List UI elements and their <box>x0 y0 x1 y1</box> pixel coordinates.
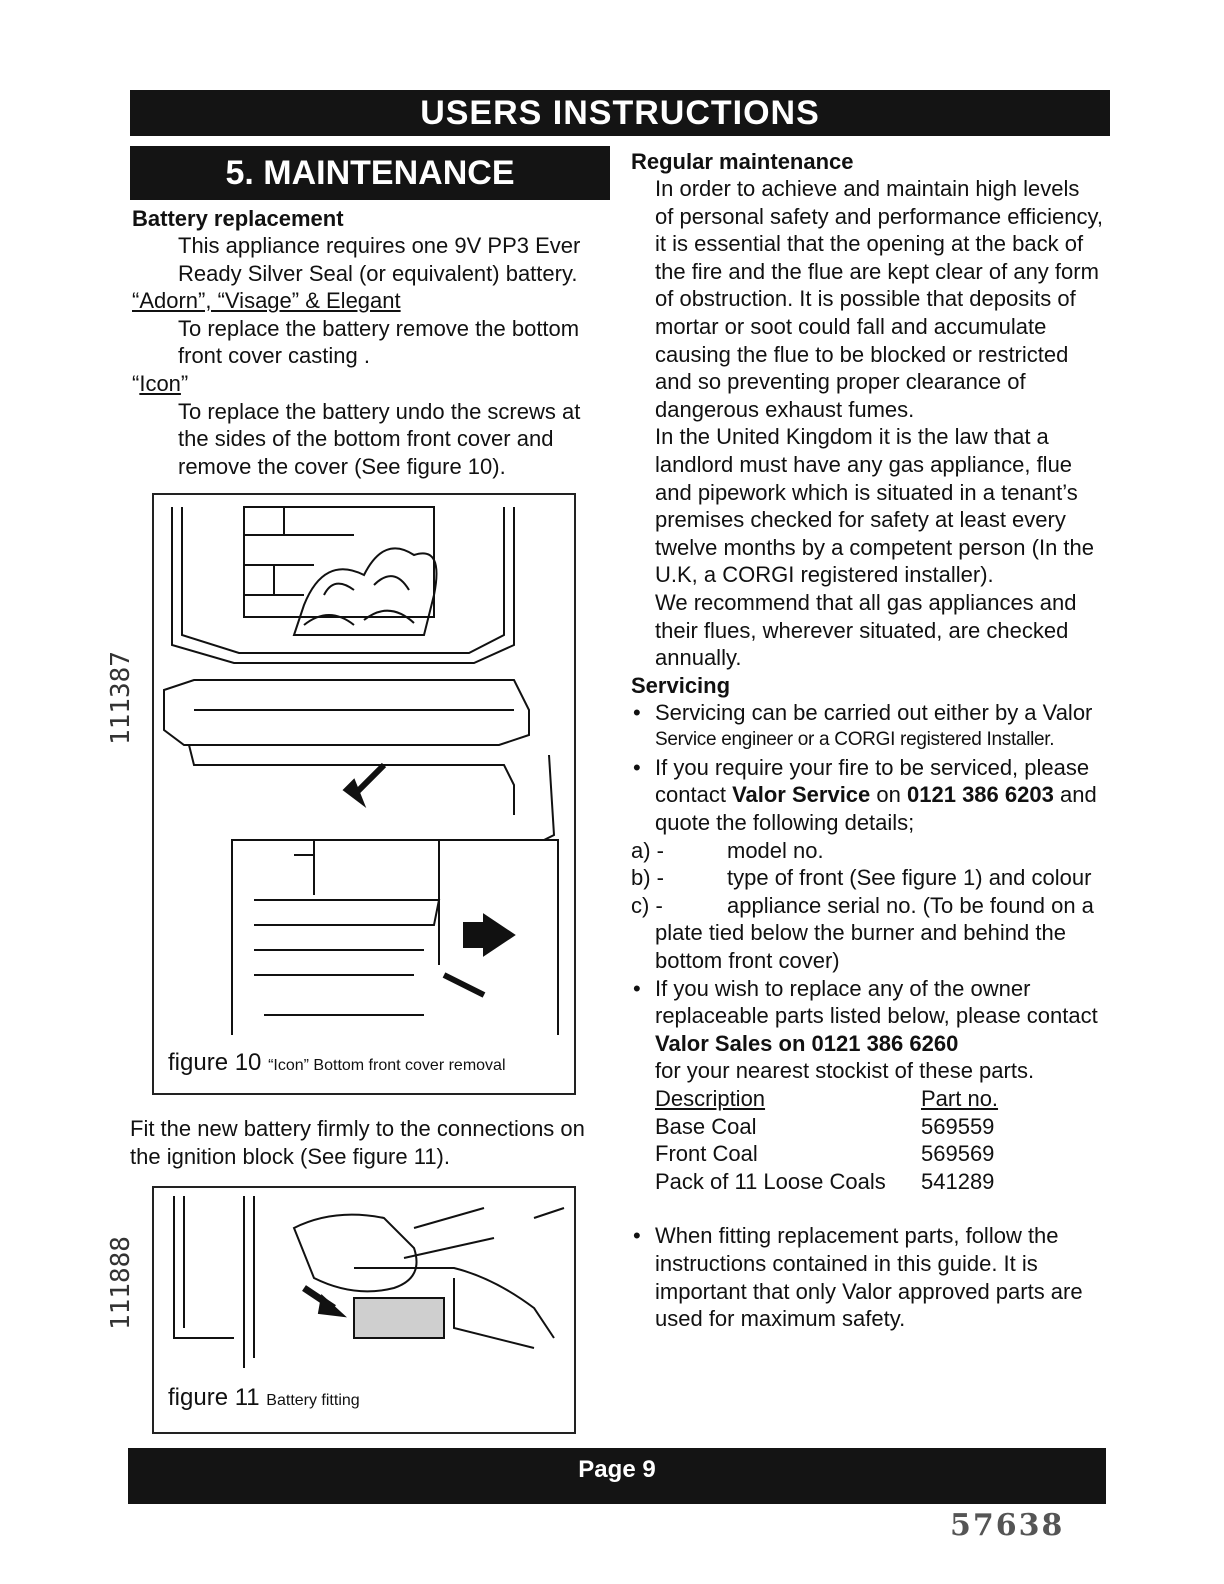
regular-line: annually. <box>655 645 742 671</box>
regular-line: it is essential that the opening at the back of <box>655 231 1084 257</box>
regular-line: In the United Kingdom it is the law that a <box>655 424 1049 450</box>
parts-header-description: Description <box>655 1086 766 1111</box>
part-description: Front Coal <box>655 1141 758 1167</box>
part-description: Pack of 11 Loose Coals <box>655 1168 886 1194</box>
detail-continuation <box>631 919 1106 974</box>
replacement-bullet-list <box>631 1222 1106 1332</box>
fit-battery-text <box>130 1115 600 1170</box>
parts-row <box>655 1168 1106 1196</box>
servicing-bullet-4 <box>631 1222 1106 1332</box>
figure-11 <box>152 1186 576 1434</box>
figure10-side-number: 111387 <box>106 651 136 745</box>
servicing-bullet-1 <box>631 699 1106 754</box>
figure11-label: figure 11 <box>168 1384 260 1411</box>
bullet3-line: replaceable parts listed below, please contact <box>655 1003 1098 1029</box>
bullet3-line: • If you wish to replace any of the owner <box>655 975 1031 1001</box>
servicing-bullet-3 <box>631 975 1106 1085</box>
regular-line: U.K, a CORGI registered installer). <box>655 562 994 588</box>
figure10-caption-text: “Icon” Bottom front cover removal <box>268 1057 506 1074</box>
regular-line: In order to achieve and maintain high levels <box>655 176 1080 201</box>
adorn-heading: “Adorn”, “Visage” & Elegant <box>132 288 401 314</box>
bullet2-line: quote the following details; <box>655 810 915 836</box>
regular-line: the fire and the flue are kept clear of any form <box>655 258 1099 284</box>
page-number-banner: Page 9 <box>128 1448 1106 1504</box>
detail-text: type of front (See figure 1) and colour <box>727 865 1092 891</box>
figure11-side-number: 111888 <box>106 1236 136 1330</box>
icon-text-2: the sides of the bottom front cover and <box>178 426 554 452</box>
icon-heading: “Icon” <box>132 370 189 396</box>
right-column <box>631 148 1106 1333</box>
regular-line: and pipework which is situated in a tenant’s <box>655 479 1078 505</box>
detail-item-c <box>631 892 1106 920</box>
regular-line: landlord must have any gas appliance, flue <box>655 451 1073 477</box>
fit-text-1: Fit the new battery firmly to the connections on <box>130 1116 585 1141</box>
detail-cont-line: plate tied below the burner and behind the <box>655 920 1066 946</box>
bullet2-line: • If you require your fire to be serviced, please <box>655 754 1090 780</box>
icon-heading-word: Icon <box>139 370 181 396</box>
bullet1-line: • Servicing can be carried out either by a Valor <box>655 699 1093 725</box>
parts-header-part-no: Part no. <box>921 1086 999 1111</box>
figure10-label: figure 10 <box>168 1049 262 1076</box>
battery-text-2: Ready Silver Seal (or equivalent) battery. <box>178 260 578 286</box>
adorn-text-1: To replace the battery remove the bottom <box>178 315 580 341</box>
and-word: and <box>1059 782 1097 808</box>
regular-line: premises checked for safety at least every <box>655 507 1066 533</box>
parts-table <box>655 1085 1106 1195</box>
bullet4-line: used for maximum safety. <box>655 1306 906 1332</box>
detail-text: model no. <box>727 837 824 863</box>
bullet2-contact-line <box>655 781 1106 809</box>
regular-line: and so preventing proper clearance of <box>655 369 1026 395</box>
adorn-text-2: front cover casting . <box>178 343 370 369</box>
regular-line: mortar or soot could fall and accumulate <box>655 313 1047 339</box>
battery-text-1: This appliance requires one 9V PP3 Ever <box>178 233 581 258</box>
part-number: 541289 <box>921 1168 995 1194</box>
detail-item-a <box>631 837 1106 865</box>
servicing-heading: Servicing <box>631 672 731 698</box>
bullet4-line: • When fitting replacement parts, follow the <box>655 1223 1059 1249</box>
parts-row <box>655 1113 1106 1141</box>
part-number: 569559 <box>921 1113 995 1139</box>
battery-heading: Battery replacement <box>132 206 344 231</box>
regular-maintenance-text <box>631 175 1106 672</box>
contact-word: contact <box>655 782 726 808</box>
bullet1-line: Service engineer or a CORGI registered Installer. <box>655 729 1055 751</box>
figure11-caption-text: Battery fitting <box>266 1392 360 1409</box>
detail-cont-line: bottom front cover) <box>655 948 840 974</box>
detail-text: appliance serial no. (To be found on a <box>727 892 1094 918</box>
regular-line: twelve months by a competent person (In the <box>655 534 1095 560</box>
document-title-banner: USERS INSTRUCTIONS <box>130 90 1110 136</box>
bullet4-line: instructions contained in this guide. It is <box>655 1250 1038 1276</box>
figure-10 <box>152 493 576 1095</box>
regular-line: of personal safety and performance efficiency, <box>655 203 1103 229</box>
section-title-banner: 5. MAINTENANCE <box>130 146 610 200</box>
regular-line: of obstruction. It is possible that deposits of <box>655 286 1076 312</box>
regular-line: We recommend that all gas appliances and <box>655 589 1077 615</box>
detail-item-b <box>631 864 1106 892</box>
fit-text-2: the ignition block (See figure 11). <box>130 1143 450 1169</box>
icon-text-1: To replace the battery undo the screws at <box>178 398 581 424</box>
valor-sales-contact: Valor Sales on 0121 386 6260 <box>655 1030 959 1056</box>
servicing-list <box>631 699 1106 837</box>
valor-service-name: Valor Service <box>732 782 871 808</box>
on-word: on <box>876 782 901 808</box>
parts-header-row <box>655 1085 1106 1113</box>
bullet4-line: important that only Valor approved parts are <box>655 1278 1083 1304</box>
part-number: 569569 <box>921 1141 995 1167</box>
detail-letter: c) - <box>631 892 663 918</box>
valor-service-phone: 0121 386 6203 <box>907 782 1054 808</box>
detail-letter: a) - <box>631 837 664 863</box>
stockist-line: for your nearest stockist of these parts. <box>655 1058 1035 1084</box>
parts-bullet-list <box>631 975 1106 1085</box>
parts-row <box>655 1140 1106 1168</box>
detail-letter: b) - <box>631 865 664 891</box>
icon-text-3: remove the cover (See figure 10). <box>178 453 506 479</box>
regular-line: their flues, wherever situated, are checked <box>655 617 1069 643</box>
battery-fitting-illustration <box>154 1188 574 1378</box>
battery-section <box>132 205 602 480</box>
regular-line: causing the flue to be blocked or restricted <box>655 341 1069 367</box>
part-description: Base Coal <box>655 1113 757 1139</box>
servicing-bullet-2 <box>631 754 1106 837</box>
figure10-caption <box>168 1049 506 1077</box>
regular-line: dangerous exhaust fumes. <box>655 396 915 422</box>
fire-cover-illustration <box>154 495 574 1035</box>
figure11-caption <box>168 1384 360 1412</box>
regular-maintenance-heading: Regular maintenance <box>631 149 854 174</box>
document-number: 57638 <box>950 1508 1065 1543</box>
